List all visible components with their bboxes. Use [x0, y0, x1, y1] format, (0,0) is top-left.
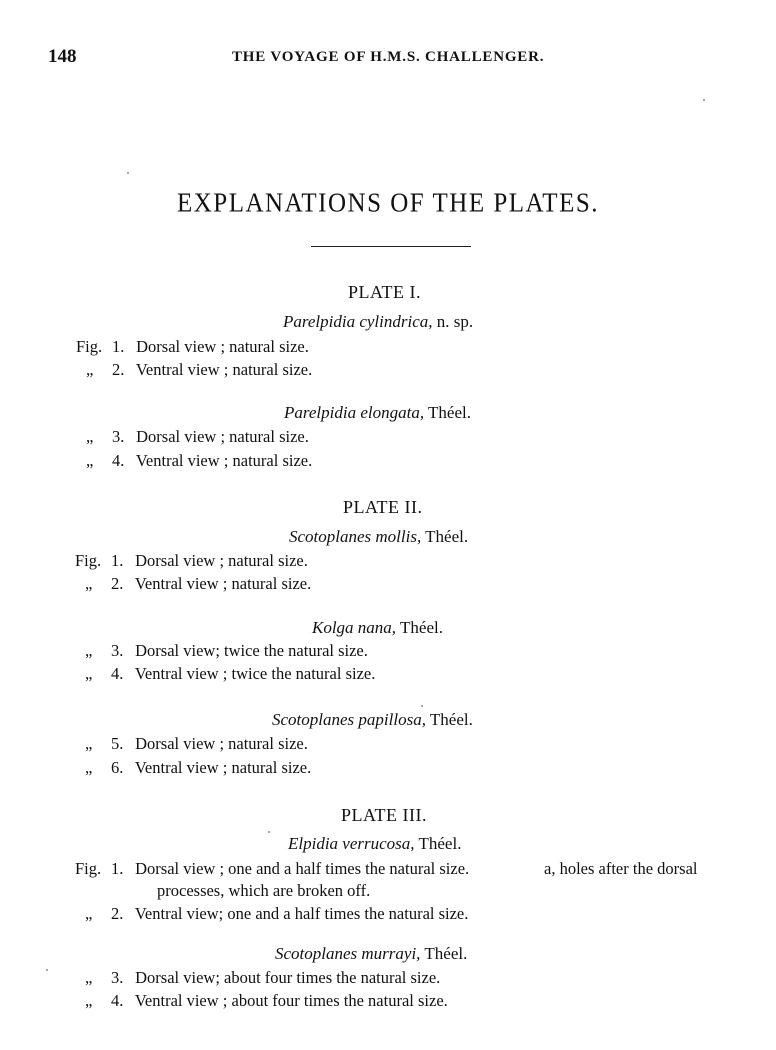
- ditto-mark: „: [85, 991, 93, 1010]
- species-heading: [289, 527, 468, 547]
- title-divider: [311, 246, 471, 247]
- species-heading: [283, 312, 473, 332]
- fig-prefix: Fig.: [75, 859, 102, 878]
- species-name: Scotoplanes papillosa,: [272, 710, 426, 729]
- fig-number: 3.: [111, 968, 124, 987]
- ditto-mark: „: [85, 664, 93, 683]
- fig-number: 4.: [111, 991, 124, 1010]
- figure-entry: [76, 337, 309, 357]
- fig-description: Ventral view ; natural size.: [135, 451, 313, 470]
- species-name: Elpidia verrucosa,: [288, 834, 415, 853]
- species-authority: n. sp.: [436, 312, 474, 331]
- fig-description: Ventral view ; about four times the natural size.: [134, 991, 448, 1010]
- species-name: Parelpidia elongata,: [284, 403, 425, 422]
- plate-heading: PLATE I.: [348, 282, 421, 302]
- fig-description: Dorsal view; twice the natural size.: [135, 641, 368, 660]
- fig-description: Ventral view ; twice the natural size.: [134, 664, 376, 683]
- fig-description: Dorsal view; about four times the natural size.: [135, 968, 441, 987]
- fig-description: Dorsal view ; natural size.: [135, 734, 308, 753]
- species-name: Scotoplanes murrayi,: [275, 944, 421, 963]
- fig-number: 1.: [112, 337, 125, 356]
- fig-number: 4.: [112, 451, 125, 470]
- fig-description: Ventral view ; natural size.: [134, 758, 312, 777]
- species-name: Scotoplanes mollis,: [289, 527, 422, 546]
- species-heading: [288, 834, 461, 854]
- species-authority: Théel.: [429, 710, 473, 729]
- species-authority: Théel.: [400, 618, 443, 637]
- running-title: THE VOYAGE OF H.M.S. CHALLENGER.: [232, 49, 545, 65]
- species-authority: Théel.: [418, 834, 462, 853]
- figure-entry: [76, 451, 312, 471]
- ditto-mark: „: [85, 641, 93, 660]
- ditto-mark: „: [85, 574, 93, 593]
- fig-number: 3.: [112, 427, 125, 446]
- figure-entry: [75, 734, 308, 754]
- figure-entry: [76, 427, 309, 447]
- scan-speck: [46, 969, 48, 971]
- fig-prefix: Fig.: [76, 337, 103, 356]
- fig-number: 2.: [111, 904, 124, 923]
- plate-heading: PLATE II.: [343, 497, 423, 517]
- fig-number: 2.: [111, 574, 124, 593]
- figure-entry: [75, 859, 469, 879]
- species-authority: Théel.: [428, 403, 471, 422]
- scan-speck: [703, 99, 705, 101]
- fig-prefix: Fig.: [75, 551, 102, 570]
- fig-number: 4.: [111, 664, 124, 683]
- fig-number: 3.: [111, 641, 124, 660]
- fig-number: 2.: [112, 360, 125, 379]
- ditto-mark: „: [86, 360, 94, 379]
- page-number: 148: [48, 46, 77, 67]
- fig-description: Dorsal view ; natural size.: [136, 427, 309, 446]
- figure-entry: [75, 664, 375, 684]
- scan-speck: [421, 705, 423, 707]
- figure-entry: [75, 641, 368, 661]
- species-heading: [272, 710, 473, 730]
- figure-entry: [76, 360, 312, 380]
- species-heading: [284, 403, 471, 423]
- ditto-mark: „: [85, 734, 93, 753]
- scan-speck: [268, 831, 270, 833]
- plate-heading: PLATE III.: [341, 805, 427, 825]
- species-authority: Théel.: [425, 527, 469, 546]
- figure-entry: [75, 551, 308, 571]
- species-authority: Théel.: [424, 944, 468, 963]
- figure-entry: [75, 574, 311, 594]
- species-name: Parelpidia cylindrica,: [283, 312, 433, 331]
- ditto-mark: „: [85, 968, 93, 987]
- fig-description: Ventral view ; natural size.: [134, 574, 312, 593]
- fig-description: Dorsal view ; one and a half times the natural size.: [135, 859, 470, 878]
- ditto-mark: „: [86, 451, 94, 470]
- fig-description: Dorsal view ; natural size.: [136, 337, 309, 356]
- figure-entry: [75, 968, 440, 988]
- fig-number: 1.: [111, 859, 124, 878]
- species-name: Kolga nana,: [312, 618, 397, 637]
- species-heading: [312, 618, 443, 638]
- fig-note: a, holes after the dorsal: [544, 859, 698, 878]
- ditto-mark: „: [86, 427, 94, 446]
- fig-description: Ventral view ; natural size.: [135, 360, 313, 379]
- fig-description: Dorsal view ; natural size.: [135, 551, 308, 570]
- fig-description: Ventral view; one and a half times the natural size.: [134, 904, 469, 923]
- fig-number: 6.: [111, 758, 124, 777]
- figure-entry: [75, 758, 311, 778]
- figure-entry: [75, 991, 448, 1011]
- ditto-mark: „: [85, 904, 93, 923]
- page-title: EXPLANATIONS OF THE PLATES.: [176, 188, 599, 219]
- fig-continuation: processes, which are broken off.: [157, 881, 371, 900]
- figure-entry: [75, 904, 468, 924]
- ditto-mark: „: [85, 758, 93, 777]
- fig-number: 5.: [111, 734, 124, 753]
- scan-speck: [127, 172, 129, 174]
- fig-number: 1.: [111, 551, 124, 570]
- species-heading: [275, 944, 467, 964]
